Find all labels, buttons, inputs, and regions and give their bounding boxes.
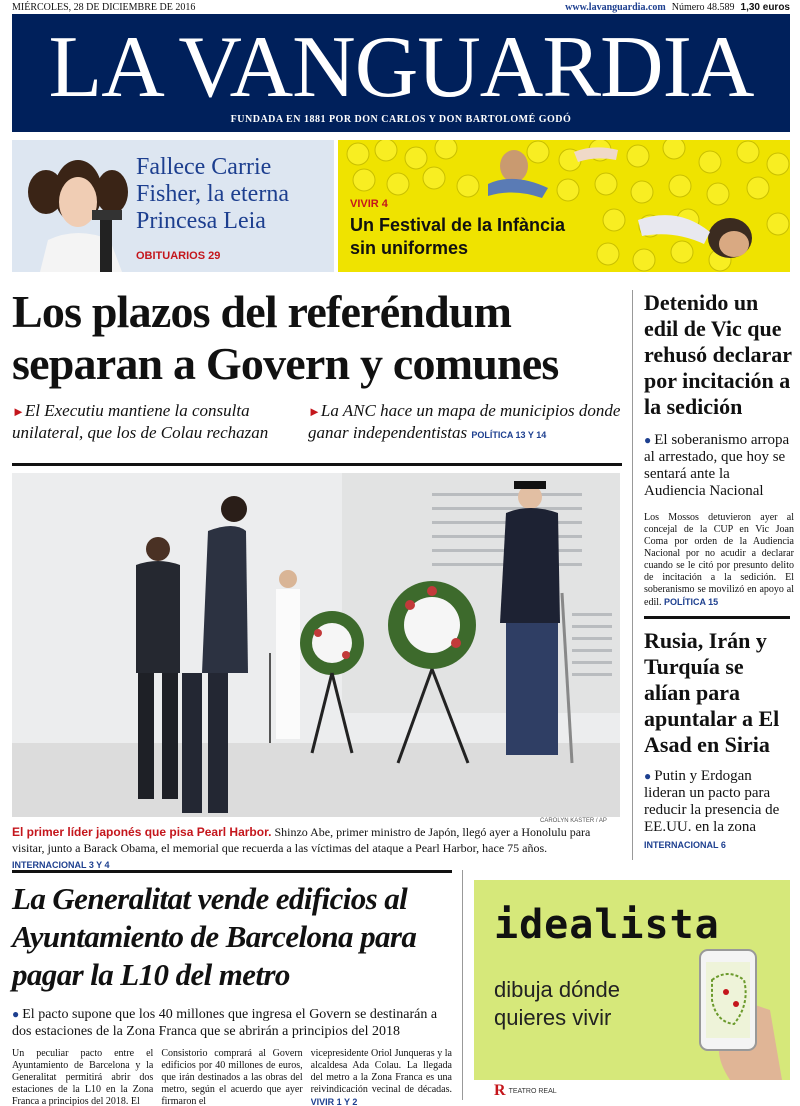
ad-brand: idealista: [494, 902, 720, 948]
idealista-ad[interactable]: [474, 880, 790, 1080]
divider: [12, 463, 622, 466]
phone-map-icon: [670, 940, 790, 1080]
triangle-bullet-icon: ►: [12, 404, 25, 419]
side-story-2-ref[interactable]: INTERNACIONAL 6: [644, 840, 726, 850]
side-story-1-headline[interactable]: Detenido un edil de Vic que rehusó declarar por incitación a la sedición: [644, 290, 792, 419]
edition-date: MIÉRCOLES, 28 DE DICIEMBRE DE 2016: [12, 2, 196, 13]
price: 1,30 euros: [740, 2, 790, 13]
issue-number: Número 48.589: [671, 2, 735, 13]
body-column-1: Un peculiar pacto entre el Ayuntamiento de Barcelona y la Generalitat permitirá abrir dos estaciones de la L10 en la Zona Franca a principios del 2018. El: [12, 1048, 154, 1106]
body-column-3: vicepresidente Oriol Junqueras y la alcaldesa Ada Colau. La llegada del metro a la Zona Franca es una reivindicación vecinal de décadas. VIVIR 1 Y 2: [310, 1048, 452, 1106]
obituary-headline[interactable]: Fallece Carrie Fisher, la eterna Princesa Leia: [136, 154, 289, 234]
teatro-real-logo: R TEATRO REAL: [494, 1082, 557, 1099]
ad-tagline: dibuja dónde quieres vivir: [494, 977, 621, 1030]
photo-credit: CAROLYN KASTER / AP: [540, 818, 607, 824]
caption-headline[interactable]: El primer líder japonés que pisa Pearl Harbor.: [12, 825, 272, 839]
bottom-story-body: [12, 1048, 452, 1106]
side-story-1-ref[interactable]: POLÍTICA 15: [664, 597, 719, 607]
bullet-dot-icon: ●: [644, 433, 655, 447]
bullet-dot-icon: ●: [644, 769, 655, 783]
side-story-2-headline[interactable]: Rusia, Irán y Turquía se alían para apuntalar a El Asad en Siria: [644, 628, 780, 757]
memorial-scene-image: [12, 473, 620, 817]
column-divider: [462, 870, 463, 1100]
festival-headline[interactable]: Un Festival de la Infància sin uniformes: [350, 215, 566, 258]
website-link[interactable]: www.lavanguardia.com: [565, 2, 666, 13]
photo-caption: [12, 824, 622, 873]
divider: [644, 616, 790, 619]
side-story-2-bullet: ● Putin y Erdogan lideran un pacto para reducir la presencia de EE.UU. en la zona: [644, 768, 780, 835]
pearl-harbor-photo: [12, 473, 620, 817]
bottom-story-bullet: ● El pacto supone que los 40 millones que ingresa el Govern se destinarán a dos estaciones de la Zona Franca que se abrirán a principios del 2018: [12, 1007, 438, 1039]
leia-portrait-image: [18, 140, 138, 272]
bottom-story-headline[interactable]: La Generalitat vende edificios al Ayuntamiento de Barcelona para pagar la L10 del metro: [12, 881, 417, 992]
bullet-dot-icon: ●: [12, 1007, 23, 1021]
side-story-1-body: Los Mossos detuvieron ayer al concejal de la CUP en Vic Joan Coma por orden de la Audiencia Nacional por no acudir a declarar cuando se le citó por presunto delito de incitación a la sedición. El soberanismo se movilizó en apoyo al edil. POLÍTICA 15: [644, 512, 794, 608]
body-column-2: Consistorio comprará al Govern edificios por 40 millones de euros, que irán destinados a las obras del metro, según el acuerdo que ayer firmaron el: [161, 1048, 303, 1106]
main-subhead-2: ►La ANC hace un mapa de municipios donde ganar independentistas POLÍTICA 13 Y 14: [308, 401, 621, 442]
side-story-1-bullet: ● El soberanismo arropa al arrestado, que hoy se sentará ante la Audiencia Nacional: [644, 432, 790, 499]
main-headline[interactable]: Los plazos del referéndum separan a Govern y comunes: [12, 286, 559, 389]
founded-line: FUNDADA EN 1881 POR DON CARLOS Y DON BARTOLOMÉ GODÓ: [230, 114, 572, 125]
festival-section-ref[interactable]: VIVIR 4: [350, 198, 388, 210]
top-bar: [12, 2, 790, 14]
column-divider: [632, 290, 633, 860]
caption-body: Shinzo Abe, primer ministro de Japón, llegó ayer a Honolulu para visitar, junto a Barack Obama, el memorial que recuerda a las víctimas del ataque a Pearl Harbor, hace 75 años.: [12, 825, 591, 855]
bottom-story-ref[interactable]: VIVIR 1 Y 2: [310, 1097, 358, 1106]
newspaper-logo: LA VANGUARDIA: [48, 19, 754, 116]
masthead: [12, 14, 790, 132]
top-bar-right: [565, 2, 790, 14]
triangle-bullet-icon: ►: [308, 404, 321, 419]
caption-section-ref[interactable]: INTERNACIONAL 3 Y 4: [12, 860, 110, 870]
obituary-section-ref[interactable]: OBITUARIOS 29: [136, 250, 221, 262]
promo-festival[interactable]: [338, 140, 790, 272]
main-subhead-1: ►El Executiu mantiene la consulta unilateral, que los de Colau rechazan: [12, 401, 269, 442]
divider: [12, 870, 452, 873]
teatro-real-r-icon: R: [494, 1082, 506, 1099]
promo-obituary[interactable]: [12, 140, 334, 272]
main-section-ref[interactable]: POLÍTICA 13 Y 14: [471, 430, 547, 440]
